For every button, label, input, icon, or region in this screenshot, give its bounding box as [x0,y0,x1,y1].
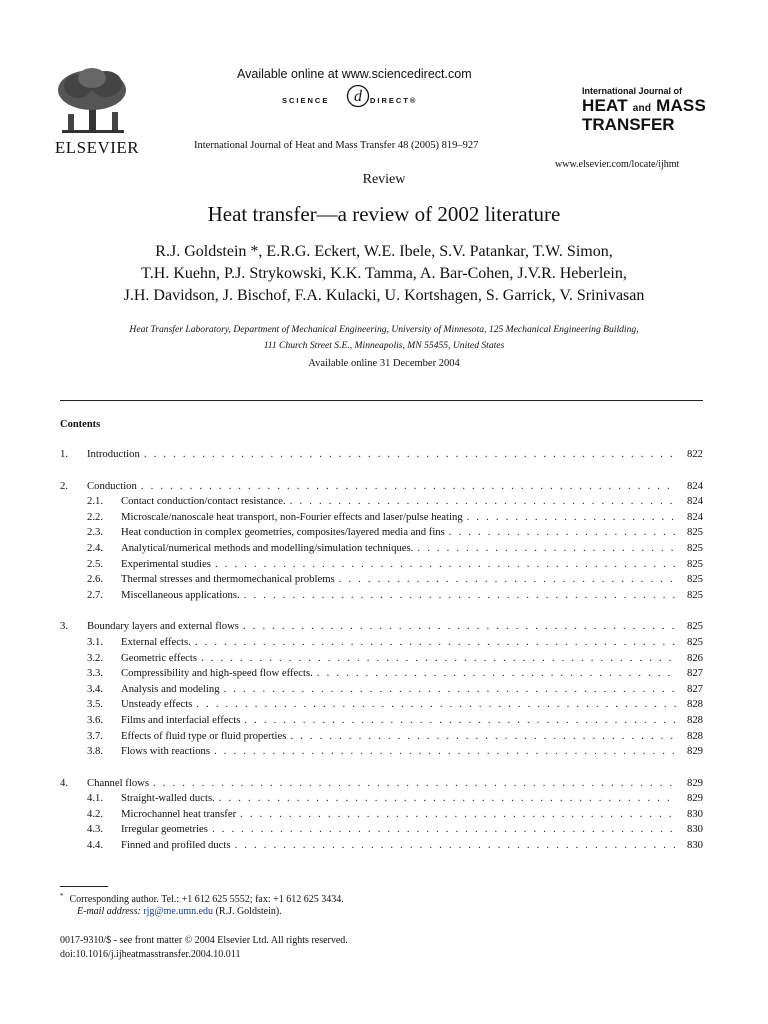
toc-number: 4.1. [87,792,104,805]
journal-url-link[interactable]: www.elsevier.com/locate/ijhmt [555,159,680,170]
doi-line[interactable]: doi:10.1016/j.ijheatmasstransfer.2004.10.011 [60,949,241,960]
toc-page-number: 824 [686,510,703,523]
toc-leader-dots [215,558,677,570]
toc-number: 4.4. [87,839,104,852]
email-link[interactable]: rjg@me.umn.edu [143,906,214,917]
toc-leader-dots [212,823,677,835]
toc-leader-dots [339,573,677,585]
toc-page-number: 828 [686,698,703,711]
toc-subsection[interactable] [60,667,703,683]
toc-section[interactable] [60,448,703,464]
toc-number: 4.3. [87,823,104,836]
toc-section[interactable] [60,777,703,793]
sciencedirect-logo-left: SCIENCE [282,96,330,105]
toc-leader-dots [290,730,677,742]
toc-leader-dots [244,714,677,726]
svg-text:d: d [354,88,362,105]
toc-number: 2. [60,479,69,492]
toc-leader-dots [224,683,677,695]
toc-title: Contact conduction/contact resistance. [121,495,286,508]
journal-logo-line2: TRANSFER [582,115,675,134]
toc-title: External effects. [121,635,191,648]
toc-section[interactable] [60,480,703,496]
toc-title: Heat conduction in complex geometries, composites/layered media and fins [121,526,445,539]
authors-line: J.H. Davidson, J. Bischof, F.A. Kulacki, U. Kortshagen, S. Garrick, V. Srinivasan [123,287,645,304]
toc-leader-dots [201,652,677,664]
toc-leader-dots [243,620,677,632]
toc-title: Straight-walled ducts. [121,792,215,805]
journal-logo-small: International Journal of [582,86,683,96]
toc-title: Compressibility and high-speed flow effects. [121,667,313,680]
toc-page-number: 825 [686,526,703,539]
available-date: Available online 31 December 2004 [308,358,460,369]
authors-line: R.J. Goldstein *, E.R.G. Eckert, W.E. Ibele, S.V. Patankar, T.W. Simon, [155,243,613,260]
toc-number: 3.3. [87,667,104,680]
footnote-divider [60,886,108,887]
toc-title: Unsteady effects [121,698,193,711]
toc-title: Channel flows [87,776,150,789]
toc-subsection[interactable] [60,808,703,824]
toc-title: Microchannel heat transfer [121,807,237,820]
toc-leader-dots [290,495,677,507]
contents-heading: Contents [60,419,101,430]
toc-page-number: 829 [686,792,703,805]
issn-line: 0017-9310/$ - see front matter © 2004 Elsevier Ltd. All rights reserved. [60,935,348,946]
journal-logo-line1: HEAT and MASS [582,96,707,115]
elsevier-tree-logo [54,66,132,136]
toc-page-number: 825 [686,541,703,554]
toc-page-number: 825 [686,557,703,570]
toc-subsection[interactable] [60,683,703,699]
toc-number: 3.4. [87,682,104,695]
toc-page-number: 825 [686,635,703,648]
toc-title: Microscale/nanoscale heat transport, non-Fourier effects and laser/pulse heating [121,510,463,523]
toc-number: 2.4. [87,541,104,554]
toc-page-number: 827 [686,682,703,695]
toc-title: Conduction [87,479,137,492]
toc-subsection[interactable] [60,636,703,652]
toc-title: Finned and profiled ducts [121,839,231,852]
toc-subsection[interactable] [60,511,703,527]
toc-title: Irregular geometries [121,823,208,836]
toc-subsection[interactable] [60,714,703,730]
toc-leader-dots [467,511,677,523]
toc-page-number: 829 [686,776,703,789]
toc-page-number: 824 [686,479,703,492]
toc-leader-dots [449,526,677,538]
article-title: Heat transfer—a review of 2002 literature [207,202,561,226]
toc-title: Boundary layers and external flows [87,620,239,633]
toc-title: Geometric effects [121,651,198,664]
toc-title: Analytical/numerical methods and modelling/simulation techniques. [121,541,414,554]
toc-leader-dots [195,636,677,648]
toc-subsection[interactable] [60,558,703,574]
toc-number: 2.7. [87,588,104,601]
toc-subsection[interactable] [60,526,703,542]
toc-subsection[interactable] [60,589,703,605]
journal-citation: International Journal of Heat and Mass Transfer 48 (2005) 819–927 [194,140,479,151]
divider [60,400,703,401]
toc-title: Flows with reactions [121,745,211,758]
toc-page-number: 829 [686,745,703,758]
toc-number: 2.2. [87,510,104,523]
toc-title: Analysis and modeling [121,682,220,695]
toc-number: 3. [60,620,69,633]
toc-page-number: 830 [686,839,703,852]
toc-number: 1. [60,448,69,460]
toc-leader-dots [240,808,677,820]
toc-number: 2.1. [87,495,104,508]
footnote-corresponding: * Corresponding author. Tel.: +1 612 625 5552; fax: +1 612 625 3434. [60,892,344,905]
toc-subsection[interactable] [60,652,703,668]
toc-title: Effects of fluid type or fluid properties [121,729,287,742]
toc-subsection[interactable] [60,730,703,746]
sciencedirect-logo-right: DIRECT® [370,96,418,105]
toc-leader-dots [144,448,677,460]
toc-subsection[interactable] [60,823,703,839]
author-list [0,241,768,307]
toc-title: Experimental studies [121,557,211,570]
toc-number: 2.6. [87,573,104,586]
toc-leader-dots [153,777,677,789]
toc-leader-dots [317,667,677,679]
toc-subsection[interactable] [60,839,703,855]
toc-leader-dots [235,839,677,851]
sciencedirect-d-icon [346,84,370,108]
toc-page-number: 828 [686,729,703,742]
affiliation-line: Heat Transfer Laboratory, Department of Mechanical Engineering, University of Minnesota, 125 Mechanical Engineering Building, [129,324,639,335]
toc-page-number: 826 [686,651,703,664]
toc-page-number: 825 [686,620,703,633]
toc-leader-dots [141,480,677,492]
toc-leader-dots [244,589,677,601]
toc-page-number: 825 [686,573,703,586]
affiliation-line: 111 Church Street S.E., Minneapolis, MN 55455, United States [263,340,505,351]
toc-number: 2.3. [87,526,104,539]
toc-page-number: 827 [686,667,703,680]
toc-page-number: 830 [686,823,703,836]
toc-number: 3.8. [87,745,104,758]
toc-number: 3.7. [87,729,104,742]
toc-title: Miscellaneous applications. [121,588,240,601]
table-of-contents [60,448,703,855]
toc-number: 4.2. [87,807,104,820]
toc-number: 3.5. [87,698,104,711]
toc-subsection[interactable] [60,745,703,761]
toc-page-number: 825 [686,588,703,601]
toc-title: Introduction [87,448,140,460]
toc-leader-dots [219,792,677,804]
toc-leader-dots [214,745,677,757]
toc-leader-dots [417,542,677,554]
toc-page-number: 824 [686,495,703,508]
toc-subsection[interactable] [60,495,703,511]
article-type: Review [362,172,406,187]
toc-number: 4. [60,776,69,789]
toc-number: 2.5. [87,557,104,570]
toc-leader-dots [196,698,677,710]
authors-line: T.H. Kuehn, P.J. Strykowski, K.K. Tamma, A. Bar-Cohen, J.V.R. Heberlein, [141,265,627,282]
toc-page-number: 828 [686,713,703,726]
toc-number: 3.2. [87,651,104,664]
available-online-text: Available online at www.sciencedirect.com [237,67,472,81]
toc-subsection[interactable] [60,573,703,589]
toc-page-number: 822 [686,448,703,460]
toc-number: 3.6. [87,713,104,726]
affiliation [0,322,768,354]
toc-title: Films and interfacial effects [121,713,241,726]
toc-title: Thermal stresses and thermomechanical problems [121,573,335,586]
toc-page-number: 830 [686,807,703,820]
toc-subsection[interactable] [60,542,703,558]
toc-subsection[interactable] [60,792,703,808]
toc-number: 3.1. [87,635,104,648]
publisher-name: ELSEVIER [54,138,140,157]
toc-subsection[interactable] [60,698,703,714]
toc-section[interactable] [60,620,703,636]
footnote-email: E-mail address: rjg@me.umn.edu (R.J. Goldstein). [77,906,282,917]
